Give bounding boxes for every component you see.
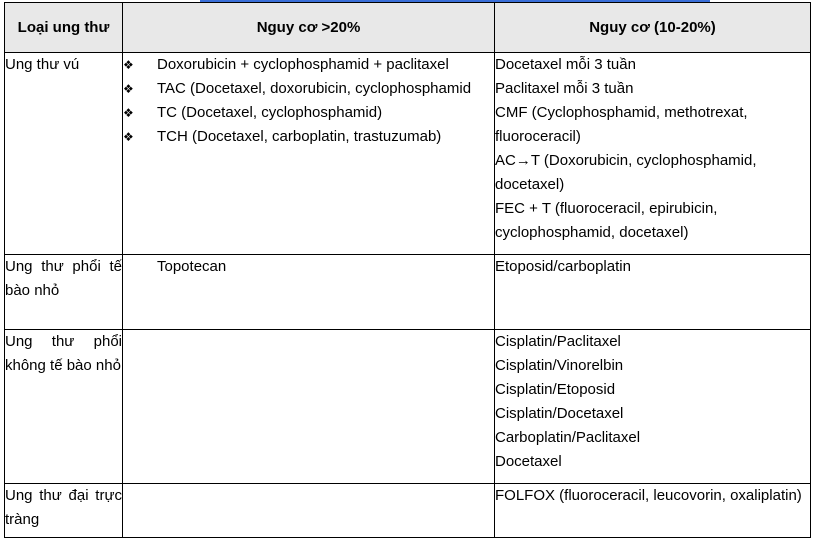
table-row [5,330,811,484]
list-item: Docetaxel [495,453,562,470]
table-row [5,255,811,330]
list-item: Topotecan [157,258,227,275]
header-row [5,3,811,53]
chemo-regimen-table [4,2,811,538]
list-item: FOLFOX (fluoroceracil, leucovorin, oxaliplatin) [495,487,802,504]
diamond-bullet-icon: ❖ [123,106,134,120]
list-item: ❖ Doxorubicin + cyclophosphamid + paclitaxel [123,53,494,77]
list-item: ❖ TC (Docetaxel, cyclophosphamid) [123,101,494,125]
header-intermediate-risk: Nguy cơ (10-20%) [495,3,811,53]
list-item: CMF (Cyclophosphamid, methotrexat, fluoroceracil) [495,104,748,145]
list-item: AC→T (Doxorubicin, cyclophosphamid, docetaxel) [495,152,757,193]
cancer-type-cell: Ung thư phổi tế bào nhỏ [5,255,123,330]
high-risk-cell [123,53,495,255]
high-risk-list [123,53,494,149]
intermediate-risk-cell [495,330,811,484]
high-risk-cell [123,330,495,484]
list-item: Cisplatin/Vinorelbin [495,357,624,374]
list-item: Cisplatin/Docetaxel [495,405,624,422]
table-row [5,484,811,538]
high-risk-cell [123,484,495,538]
list-item: FEC + T (fluoroceracil, epirubicin, cyclophosphamid, docetaxel) [495,200,718,241]
cancer-type-cell: Ung thư vú [5,53,123,255]
intermediate-risk-cell [495,484,811,538]
diamond-bullet-icon: ❖ [123,130,134,144]
high-risk-cell [123,255,495,330]
cancer-type-cell: Ung thư đại trực tràng [5,484,123,538]
list-item: ❖ TCH (Docetaxel, carboplatin, trastuzumab) [123,125,494,149]
header-high-risk: Nguy cơ >20% [123,3,495,53]
list-item: Carboplatin/Paclitaxel [495,429,641,446]
list-item: ❖ TAC (Docetaxel, doxorubicin, cyclophosphamid [123,77,494,101]
list-item: Cisplatin/Etoposid [495,381,616,398]
diamond-bullet-icon: ❖ [123,58,134,72]
list-item: Paclitaxel mỗi 3 tuần [495,80,634,97]
diamond-bullet-icon: ❖ [123,82,134,96]
list-item: Docetaxel mỗi 3 tuần [495,56,636,73]
list-item: Etoposid/carboplatin [495,258,631,275]
intermediate-risk-cell [495,255,811,330]
header-cancer-type: Loại ung thư [5,3,123,53]
list-item: Cisplatin/Paclitaxel [495,333,621,350]
cancer-type-cell: Ung thư phổi không tế bào nhỏ [5,330,123,484]
intermediate-risk-cell [495,53,811,255]
table-row [5,53,811,255]
